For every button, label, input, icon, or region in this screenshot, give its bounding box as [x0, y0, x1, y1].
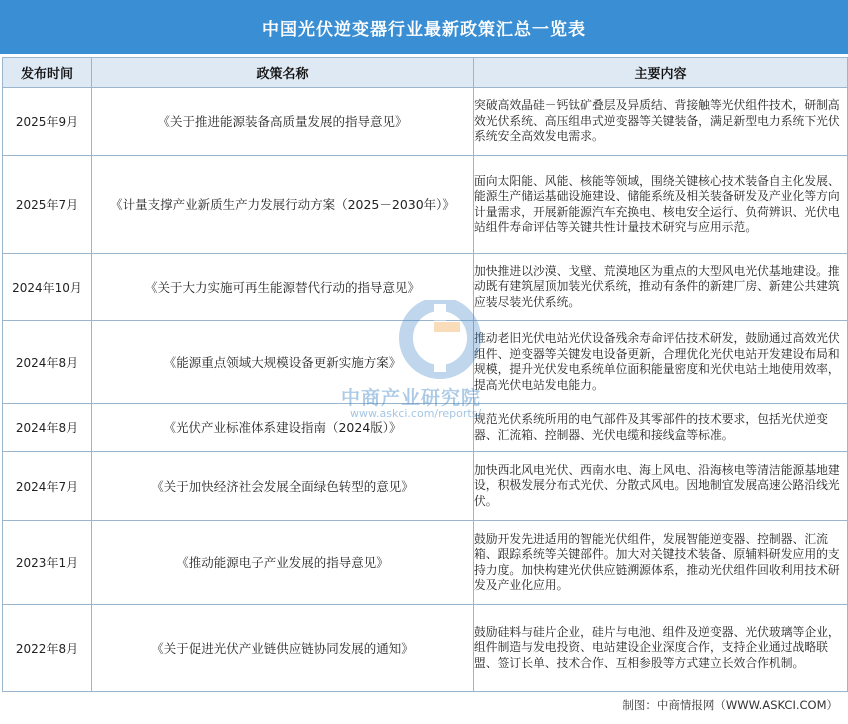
row-content: 加快西北风电光伏、西南水电、海上风电、沿海核电等清洁能源基地建设，积极发展分布式光伏、分散式风电。因地制宜发展高速公路沿线光伏。: [474, 452, 848, 521]
column-header-content: 主要内容: [474, 58, 848, 88]
table-row: [3, 452, 848, 521]
row-date: 2024年8月: [3, 321, 92, 404]
row-policy-name: 《关于加快经济社会发展全面绿色转型的意见》: [92, 452, 474, 521]
table-row: [3, 88, 848, 156]
row-content: 加快推进以沙漠、戈壁、荒漠地区为重点的大型风电光伏基地建设。推动既有建筑屋顶加装光伏系统，推动有条件的新建厂房、新建公共建筑应装尽装光伏系统。: [474, 254, 848, 321]
row-policy-name: 《推动能源电子产业发展的指导意见》: [92, 521, 474, 605]
watermark-brand: 中商产业研究院: [341, 387, 482, 409]
row-date: 2022年8月: [3, 605, 92, 692]
row-date: 2025年7月: [3, 156, 92, 254]
row-content: 规范光伏系统所用的电气部件及其零部件的技术要求，包括光伏逆变器、汇流箱、控制器、光伏电缆和接线盒等标准。: [474, 404, 848, 452]
row-content: 面向太阳能、风能、核能等领域，围绕关键核心技术装备自主化发展、能源生产储运基础设施建设、储能系统及相关装备研发及产业化等方向计量需求，开展新能源汽车充换电、核电安全运行、负荷辨识、光伏电站组件寿命评估等关键共性计量技术研究与应用示范。: [474, 156, 848, 254]
row-policy-name: 《能源重点领域大规模设备更新实施方案》: [92, 321, 474, 404]
table-row: [3, 156, 848, 254]
row-date: 2024年8月: [3, 404, 92, 452]
row-policy-name: 《关于推进能源装备高质量发展的指导意见》: [92, 88, 474, 156]
row-date: 2023年1月: [3, 521, 92, 605]
watermark-url: www.askci.com/reports/: [350, 407, 482, 420]
source-footer: 制图：中商情报网（WWW.ASKCI.COM）: [622, 698, 838, 712]
table-header-row: [3, 58, 848, 88]
row-content: 鼓励开发先进适用的智能光伏组件，发展智能逆变器、控制器、汇流箱、跟踪系统等关键部件。加大对关键技术装备、原辅料研发应用的支持力度。加快构建光伏供应链溯源体系，推动光伏组件回收利用技术研发及产业化应用。: [474, 521, 848, 605]
table-row: [3, 605, 848, 692]
table-row: [3, 254, 848, 321]
table-row: [3, 521, 848, 605]
column-header-date: 发布时间: [3, 58, 92, 88]
row-date: 2024年7月: [3, 452, 92, 521]
row-content: 鼓励硅料与硅片企业，硅片与电池、组件及逆变器、光伏玻璃等企业，组件制造与发电投资、电站建设企业深度合作，支持企业通过战略联盟、签订长单、技术合作、互相参股等方式建立长效合作机制。: [474, 605, 848, 692]
column-header-name: 政策名称: [92, 58, 474, 88]
row-date: 2025年9月: [3, 88, 92, 156]
row-policy-name: 《光伏产业标准体系建设指南（2024版）》: [92, 404, 474, 452]
row-policy-name: 《关于促进光伏产业链供应链协同发展的通知》: [92, 605, 474, 692]
row-date: 2024年10月: [3, 254, 92, 321]
policy-table: [2, 57, 848, 692]
row-policy-name: 《计量支撑产业新质生产力发展行动方案（2025－2030年）》: [92, 156, 474, 254]
page-title: 中国光伏逆变器行业最新政策汇总一览表: [0, 0, 848, 54]
row-content: 推动老旧光伏电站光伏设备残余寿命评估技术研发，鼓励通过高效光伏组件、逆变器等关键发电设备更新，合理优化光伏电站开发建设布局和规模，提升光伏发电系统单位面积能量密度和光伏电站土地使用效率，提高光伏电站发电能力。: [474, 321, 848, 404]
row-policy-name: 《关于大力实施可再生能源替代行动的指导意见》: [92, 254, 474, 321]
row-content: 突破高效晶硅－钙钛矿叠层及异质结、背接触等光伏组件技术，研制高效光伏系统、高压组串式逆变器等关键装备，满足新型电力系统下光伏系统安全高效发电需求。: [474, 88, 848, 156]
